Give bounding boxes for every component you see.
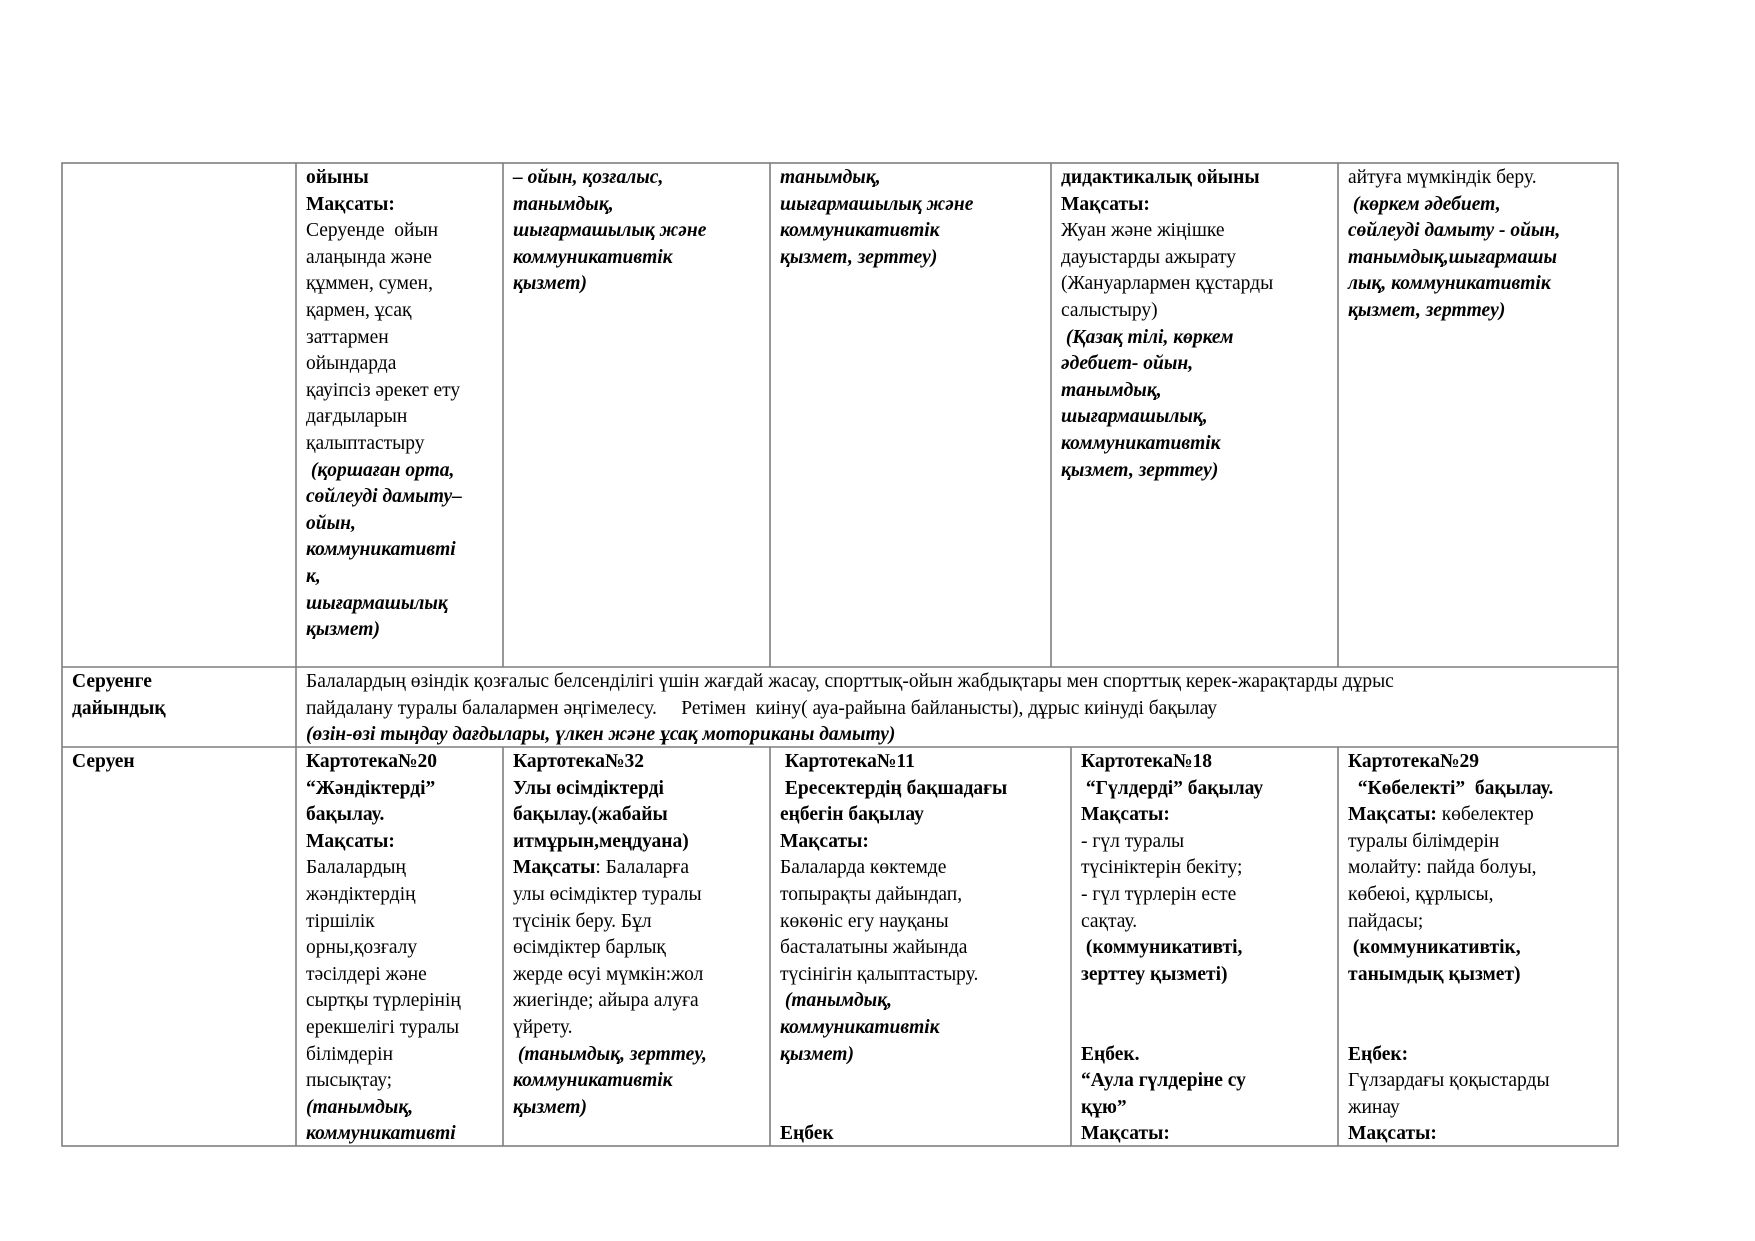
text-run: салыстыру) — [1061, 299, 1158, 321]
text-line — [780, 855, 1061, 882]
text-line — [72, 669, 286, 696]
text-line — [513, 802, 760, 829]
text-line — [306, 458, 493, 485]
text-run: сыртқы түрлерінің — [306, 990, 461, 1012]
text-line — [1081, 988, 1328, 1015]
text-line — [780, 1121, 1061, 1146]
text-line — [306, 192, 493, 219]
text-line — [513, 909, 760, 936]
text-line — [306, 245, 493, 272]
text-line — [1081, 962, 1328, 989]
text-run: жерде өсуі мүмкін:жол — [513, 963, 704, 985]
text-run: еңбегін бақылау — [780, 804, 924, 826]
text-run: түсініктерін бекіту; — [1081, 857, 1243, 879]
text-run: коммуникативтік — [780, 1016, 940, 1038]
text-line — [780, 1015, 1061, 1042]
text-line — [513, 962, 760, 989]
text-run: көкөніс егу науқаны — [780, 910, 949, 932]
text-run: коммуникативті — [306, 1123, 456, 1145]
text-line — [780, 245, 1041, 272]
text-run: шығармашылық және — [780, 193, 974, 215]
text-line — [1081, 882, 1328, 909]
text-line — [1081, 1042, 1328, 1069]
text-line — [1348, 298, 1608, 325]
text-line — [780, 935, 1061, 962]
text-run: қызмет, зерттеу) — [780, 246, 938, 268]
text-run: орны,қозғалу — [306, 937, 418, 959]
text-line — [513, 829, 760, 856]
text-run: ойыны — [306, 167, 369, 188]
text-run: танымдық,шығармашы — [1348, 246, 1557, 268]
text-line — [306, 165, 493, 192]
text-line — [1348, 1095, 1608, 1122]
text-run: “Аула гүлдеріне су — [1081, 1070, 1246, 1092]
text-run: дағдыларын — [306, 406, 408, 428]
text-run: дайындық — [72, 697, 166, 719]
text-run: (танымдық, — [306, 1096, 414, 1118]
text-run: Мақсаты — [513, 857, 596, 879]
text-line — [306, 1068, 493, 1095]
text-run: - гүл туралы — [1081, 830, 1185, 852]
row1-col1-cell — [62, 163, 296, 667]
text-line — [1081, 909, 1328, 936]
text-run: жәндіктердің — [306, 883, 416, 905]
text-run: Ересектердің бақшадағы — [780, 777, 1008, 799]
text-line — [306, 351, 493, 378]
text-run: қызмет) — [306, 619, 380, 641]
text-line — [513, 855, 760, 882]
text-line — [780, 988, 1061, 1015]
text-line — [1348, 1068, 1608, 1095]
text-line — [1061, 298, 1328, 325]
text-line — [306, 855, 493, 882]
text-run: танымдық, — [513, 193, 614, 215]
text-run: ерекшелігі туралы — [306, 1016, 460, 1038]
text-line — [513, 1095, 760, 1122]
text-line — [72, 749, 286, 776]
text-line — [306, 802, 493, 829]
text-line — [780, 749, 1061, 776]
text-run: айтуға мүмкіндік беру. — [1348, 167, 1537, 188]
text-run: құю” — [1081, 1096, 1127, 1118]
text-run: білімдерін — [306, 1043, 394, 1065]
text-line — [513, 749, 760, 776]
text-run: Картотека№29 — [1348, 751, 1480, 772]
text-line — [1061, 165, 1328, 192]
text-run: топырақты дайындап, — [780, 883, 963, 905]
text-line — [306, 404, 493, 431]
text-run: коммуникативтік — [513, 246, 673, 268]
text-line — [1061, 245, 1328, 272]
text-line — [780, 165, 1041, 192]
text-line — [780, 909, 1061, 936]
text-run: танымдық, — [1061, 379, 1162, 401]
text-line — [513, 1068, 760, 1095]
text-line — [780, 802, 1061, 829]
text-line — [513, 1015, 760, 1042]
text-run: Мақсаты: — [1348, 1123, 1437, 1145]
text-line — [1061, 218, 1328, 245]
text-run: (қоршаған орта, — [306, 459, 455, 481]
text-run: танымдық қызмет) — [1348, 963, 1521, 985]
walk-card-20-cell — [296, 747, 503, 1146]
text-run: Еңбек. — [1081, 1043, 1140, 1065]
text-run: дидактикалық ойыны — [1061, 167, 1260, 188]
text-run: сөйлеуді дамыту– — [306, 486, 462, 508]
text-run: (өзін-өзі тыңдау дағдылары, үлкен және ұсақ моториканы дамыту) — [306, 724, 896, 746]
text-run: (танымдық, — [780, 990, 892, 1012]
text-line — [306, 218, 493, 245]
text-run: (коммуникативтік, — [1348, 937, 1521, 959]
text-run: (Қазақ тілі, көркем — [1061, 326, 1234, 348]
text-line — [306, 378, 493, 405]
text-line — [306, 591, 493, 618]
text-line — [1061, 404, 1328, 431]
text-line — [306, 669, 1608, 696]
text-run: коммуникативтік — [1061, 432, 1221, 454]
walk-preparation-content-cell — [296, 667, 1618, 747]
text-line — [513, 245, 760, 272]
text-run: (танымдық, зерттеу, — [513, 1043, 707, 1065]
text-run: Гүлзардағы қоқыстарды — [1348, 1070, 1550, 1092]
text-run-continuation: : Балаларға — [595, 857, 690, 879]
text-line — [513, 935, 760, 962]
text-line — [1081, 1095, 1328, 1122]
text-line — [306, 882, 493, 909]
text-line — [306, 696, 1608, 723]
text-run: пайдасы; — [1348, 910, 1424, 932]
text-line — [513, 988, 760, 1015]
text-line — [1081, 1068, 1328, 1095]
text-run-continuation: көбелектер — [1436, 804, 1534, 826]
text-run: (Жануарлармен құстарды — [1061, 273, 1274, 295]
text-line — [1348, 165, 1608, 192]
text-run: басталатыны жайында — [780, 937, 968, 959]
text-run: қызмет, зерттеу) — [1348, 299, 1506, 321]
text-run: бақылау. — [306, 804, 385, 826]
text-line — [1348, 962, 1608, 989]
text-run: өсімдіктер барлық — [513, 937, 666, 959]
text-line — [1348, 802, 1608, 829]
text-line — [306, 484, 493, 511]
text-run: сөйлеуді дамыту - ойын, — [1348, 220, 1561, 242]
text-line — [780, 1068, 1061, 1095]
text-run: “Көбелекті” бақылау. — [1348, 777, 1554, 799]
text-line — [306, 271, 493, 298]
walk-label-cell — [62, 747, 296, 1146]
text-run: тіршілік — [306, 910, 375, 932]
text-run: Мақсаты: — [306, 830, 395, 852]
text-line — [780, 829, 1061, 856]
text-run: қызмет) — [513, 1096, 587, 1118]
text-run: қалыптастыру — [306, 432, 425, 454]
text-line — [780, 776, 1061, 803]
text-run: құммен, сумен, — [306, 273, 433, 295]
text-run: Картотека№32 — [513, 751, 645, 772]
text-line — [306, 909, 493, 936]
text-run: қызмет, зерттеу) — [1061, 459, 1219, 481]
text-run: шығармашылық және — [513, 220, 707, 242]
text-run: Мақсаты: — [780, 830, 869, 852]
text-run: дауыстарды ажырату — [1061, 246, 1237, 268]
text-line — [306, 564, 493, 591]
text-run: Картотека№11 — [780, 751, 915, 772]
walk-card-32-cell — [503, 747, 770, 1146]
text-line — [1348, 776, 1608, 803]
walk-card-18-cell — [1071, 747, 1338, 1146]
text-run: итмұрын,меңдуана) — [513, 830, 689, 852]
text-run: бақылау.(жабайы — [513, 804, 668, 826]
text-line — [1348, 829, 1608, 856]
text-line — [513, 271, 760, 298]
text-line — [1061, 192, 1328, 219]
text-line — [1081, 1015, 1328, 1042]
text-line — [1348, 1042, 1608, 1069]
text-line — [1061, 325, 1328, 352]
text-run: Мақсаты: — [306, 193, 395, 215]
text-line — [306, 988, 493, 1015]
text-run: түсінік беру. Бұл — [513, 910, 652, 932]
text-run: к, — [306, 565, 321, 587]
text-line — [306, 298, 493, 325]
text-run: пысықтау; — [306, 1070, 393, 1092]
text-line — [306, 962, 493, 989]
text-line — [780, 192, 1041, 219]
text-line — [1081, 935, 1328, 962]
text-line — [1061, 351, 1328, 378]
text-run: молайту: пайда болуы, — [1348, 857, 1537, 879]
text-run: коммуникативтік — [513, 1070, 673, 1092]
text-run: Серуен — [72, 751, 135, 772]
text-line — [306, 1121, 493, 1146]
text-run: Еңбек — [780, 1123, 834, 1145]
row1-col6-cell — [1338, 163, 1618, 667]
text-line — [1348, 1121, 1608, 1146]
row1-col4-cell — [770, 163, 1051, 667]
text-run: улы өсімдіктер туралы — [513, 883, 702, 905]
text-run: лық, коммуникативтік — [1348, 273, 1551, 295]
text-line — [306, 617, 493, 644]
text-run: қауіпсіз әрекет ету — [306, 379, 461, 401]
text-line — [1081, 776, 1328, 803]
text-line — [513, 882, 760, 909]
text-line — [306, 511, 493, 538]
text-line — [1348, 245, 1608, 272]
text-line — [1348, 218, 1608, 245]
text-line — [780, 218, 1041, 245]
text-run: қармен, ұсақ — [306, 299, 412, 321]
text-line — [1348, 1015, 1608, 1042]
text-run: сақтау. — [1081, 910, 1138, 932]
text-run: “Гүлдерді” бақылау — [1081, 777, 1264, 799]
text-run: туралы білімдерін — [1348, 830, 1500, 852]
text-run: – ойын, қозғалыс, — [513, 167, 664, 188]
text-line — [306, 537, 493, 564]
text-run: (коммуникативті, — [1081, 937, 1243, 959]
text-run: Балаларда көктемде — [780, 857, 947, 879]
text-line — [780, 1095, 1061, 1122]
text-run: Мақсаты: — [1348, 804, 1437, 826]
text-run: Еңбек: — [1348, 1043, 1409, 1065]
text-line — [306, 1015, 493, 1042]
text-run: Балалардың — [306, 857, 406, 879]
text-line — [1348, 855, 1608, 882]
text-run: Мақсаты: — [1081, 804, 1170, 826]
text-line — [1081, 802, 1328, 829]
text-line — [1348, 909, 1608, 936]
text-run: пайдалану туралы балалармен әңгімелесу. Ретімен киіну( ауа-райына байланысты), дұрыс киінуді бақылау — [306, 697, 1218, 719]
text-run: түсінігін қалыптастыру. — [780, 963, 979, 985]
text-run: Мақсаты: — [1081, 1123, 1170, 1145]
text-line — [1081, 1121, 1328, 1146]
text-line — [1348, 882, 1608, 909]
text-line — [306, 1095, 493, 1122]
text-line — [513, 1042, 760, 1069]
text-line — [306, 325, 493, 352]
text-line — [306, 776, 493, 803]
walk-card-29-cell — [1338, 747, 1618, 1146]
text-run: шығармашылық, — [1061, 406, 1208, 428]
text-line — [1081, 749, 1328, 776]
text-run: Мақсаты: — [1061, 193, 1150, 215]
text-line — [1348, 935, 1608, 962]
text-line — [306, 1042, 493, 1069]
text-line — [306, 431, 493, 458]
text-run: Балалардың өзіндік қозғалыс белсенділігі үшін жағдай жасау, спорттық-ойын жабдықтары мен спорттық керек-жарақтарды дұрыс — [306, 671, 1394, 692]
text-run: ойындарда — [306, 353, 397, 375]
text-line — [780, 882, 1061, 909]
text-line — [1348, 192, 1608, 219]
text-line — [1348, 988, 1608, 1015]
walk-preparation-label-cell — [62, 667, 296, 747]
text-run: зерттеу қызметі) — [1081, 963, 1228, 985]
text-run: танымдық, — [780, 167, 881, 188]
text-run: Картотека№20 — [306, 751, 438, 772]
text-line — [1348, 271, 1608, 298]
text-line — [513, 192, 760, 219]
text-line — [513, 776, 760, 803]
text-line — [780, 1042, 1061, 1069]
text-run: Жуан және жіңішке — [1061, 220, 1225, 242]
text-run: - гүл түрлерін есте — [1081, 883, 1237, 905]
text-run: Улы өсімдіктерді — [513, 777, 664, 799]
text-line — [780, 962, 1061, 989]
text-line — [513, 218, 760, 245]
text-run: коммуникативтік — [780, 220, 940, 242]
text-run: жинау — [1348, 1096, 1400, 1118]
text-line — [72, 696, 286, 723]
text-line — [306, 722, 1608, 747]
text-line — [1061, 271, 1328, 298]
text-run: тәсілдері және — [306, 963, 427, 985]
text-line — [1061, 458, 1328, 485]
text-line — [1348, 749, 1608, 776]
text-line — [1061, 378, 1328, 405]
text-run: (көркем әдебиет, — [1348, 193, 1501, 215]
text-run: Картотека№18 — [1081, 751, 1213, 772]
text-line — [1061, 431, 1328, 458]
text-line — [306, 749, 493, 776]
text-run: Серуенде ойын — [306, 220, 439, 242]
text-run: алаңында және — [306, 246, 432, 268]
walk-card-11-cell — [770, 747, 1071, 1146]
text-line — [513, 165, 760, 192]
text-run: коммуникативті — [306, 539, 456, 561]
text-run: “Жәндіктерді” — [306, 777, 436, 799]
row1-col5-cell — [1051, 163, 1338, 667]
text-run: қызмет) — [513, 273, 587, 295]
text-run: әдебиет- ойын, — [1061, 353, 1194, 375]
text-run: ойын, — [306, 512, 356, 534]
text-run: жиегінде; айыра алуға — [513, 990, 699, 1012]
text-run: қызмет) — [780, 1043, 854, 1065]
text-line — [306, 935, 493, 962]
row1-col3-cell — [503, 163, 770, 667]
text-line — [306, 829, 493, 856]
text-run: Серуенге — [72, 671, 152, 692]
text-run: шығармашылық — [306, 592, 448, 614]
text-line — [1081, 829, 1328, 856]
row1-col2-cell — [296, 163, 503, 667]
text-run: үйрету. — [513, 1016, 573, 1038]
text-run: көбеюі, құрлысы, — [1348, 883, 1494, 905]
text-line — [1081, 855, 1328, 882]
text-run: заттармен — [306, 326, 389, 348]
